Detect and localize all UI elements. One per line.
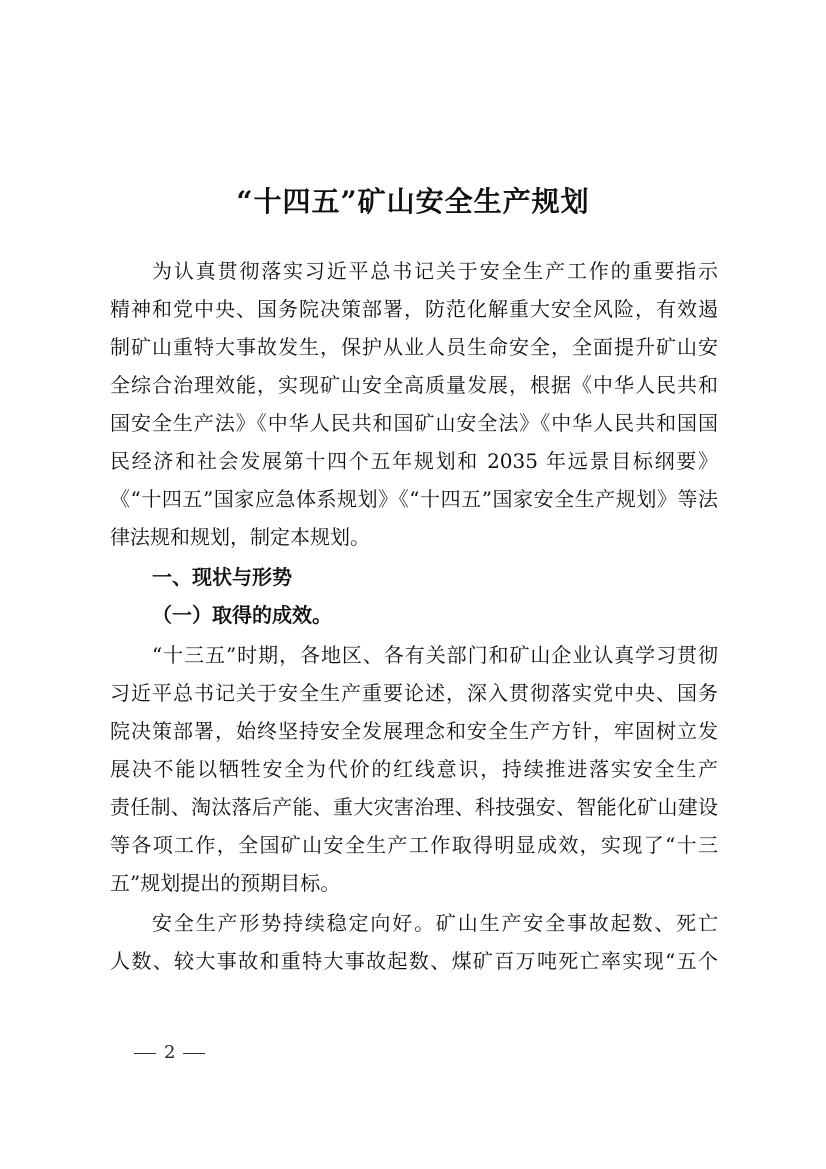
dash-right — [183, 1053, 205, 1054]
paragraph-line: “十三五”时期，各地区、各有关部门和矿山企业认真学习贯彻 — [152, 643, 718, 667]
paragraph-line: 责任制、淘汰落后产能、重大灾害治理、科技强安、智能化矿山建设 — [110, 795, 718, 819]
dash-left — [134, 1053, 156, 1054]
paragraph-line: 安全生产形势持续稳定向好。矿山生产安全事故起数、死亡 — [152, 911, 718, 935]
subsection-heading: （一）取得的成效。 — [152, 603, 332, 627]
paragraph-line: 全综合治理效能，实现矿山安全高质量发展，根据《中华人民共和 — [110, 373, 718, 397]
paragraph-line: 制矿山重特大事故发生，保护从业人员生命安全，全面提升矿山安 — [110, 335, 718, 359]
paragraph-line: 《“十四五”国家应急体系规划》《“十四五”国家安全生产规划》等法 — [110, 487, 718, 511]
paragraph-line: 国安全生产法》《中华人民共和国矿山安全法》《中华人民共和国国 — [110, 411, 718, 435]
paragraph-line: 人数、较大事故和重特大事故起数、煤矿百万吨死亡率实现“五个 — [110, 949, 718, 973]
page-number-value: 2 — [164, 1042, 176, 1063]
paragraph-line: 为认真贯彻落实习近平总书记关于安全生产工作的重要指示 — [152, 259, 718, 283]
paragraph-line: 五”规划提出的预期目标。 — [110, 871, 341, 895]
paragraph-line: 习近平总书记关于安全生产重要论述，深入贯彻落实党中央、国务 — [110, 681, 718, 705]
page-number — [126, 1042, 213, 1063]
paragraph-line: 民经济和社会发展第十四个五年规划和 2035 年远景目标纲要》 — [110, 449, 718, 473]
paragraph-line: 院决策部署，始终坚持安全发展理念和安全生产方针，牢固树立发 — [110, 719, 718, 743]
page-title: “十四五”矿山安全生产规划 — [236, 185, 590, 218]
paragraph-line: 展决不能以牺牲安全为代价的红线意识，持续推进落实安全生产 — [110, 757, 718, 781]
section-heading: 一、现状与形势 — [152, 565, 292, 589]
paragraph-line: 律法规和规划，制定本规划。 — [110, 525, 370, 549]
paragraph-line: 等各项工作，全国矿山安全生产工作取得明显成效，实现了“十三 — [110, 833, 718, 857]
paragraph-line: 精神和党中央、国务院决策部署，防范化解重大安全风险，有效遏 — [110, 297, 718, 321]
